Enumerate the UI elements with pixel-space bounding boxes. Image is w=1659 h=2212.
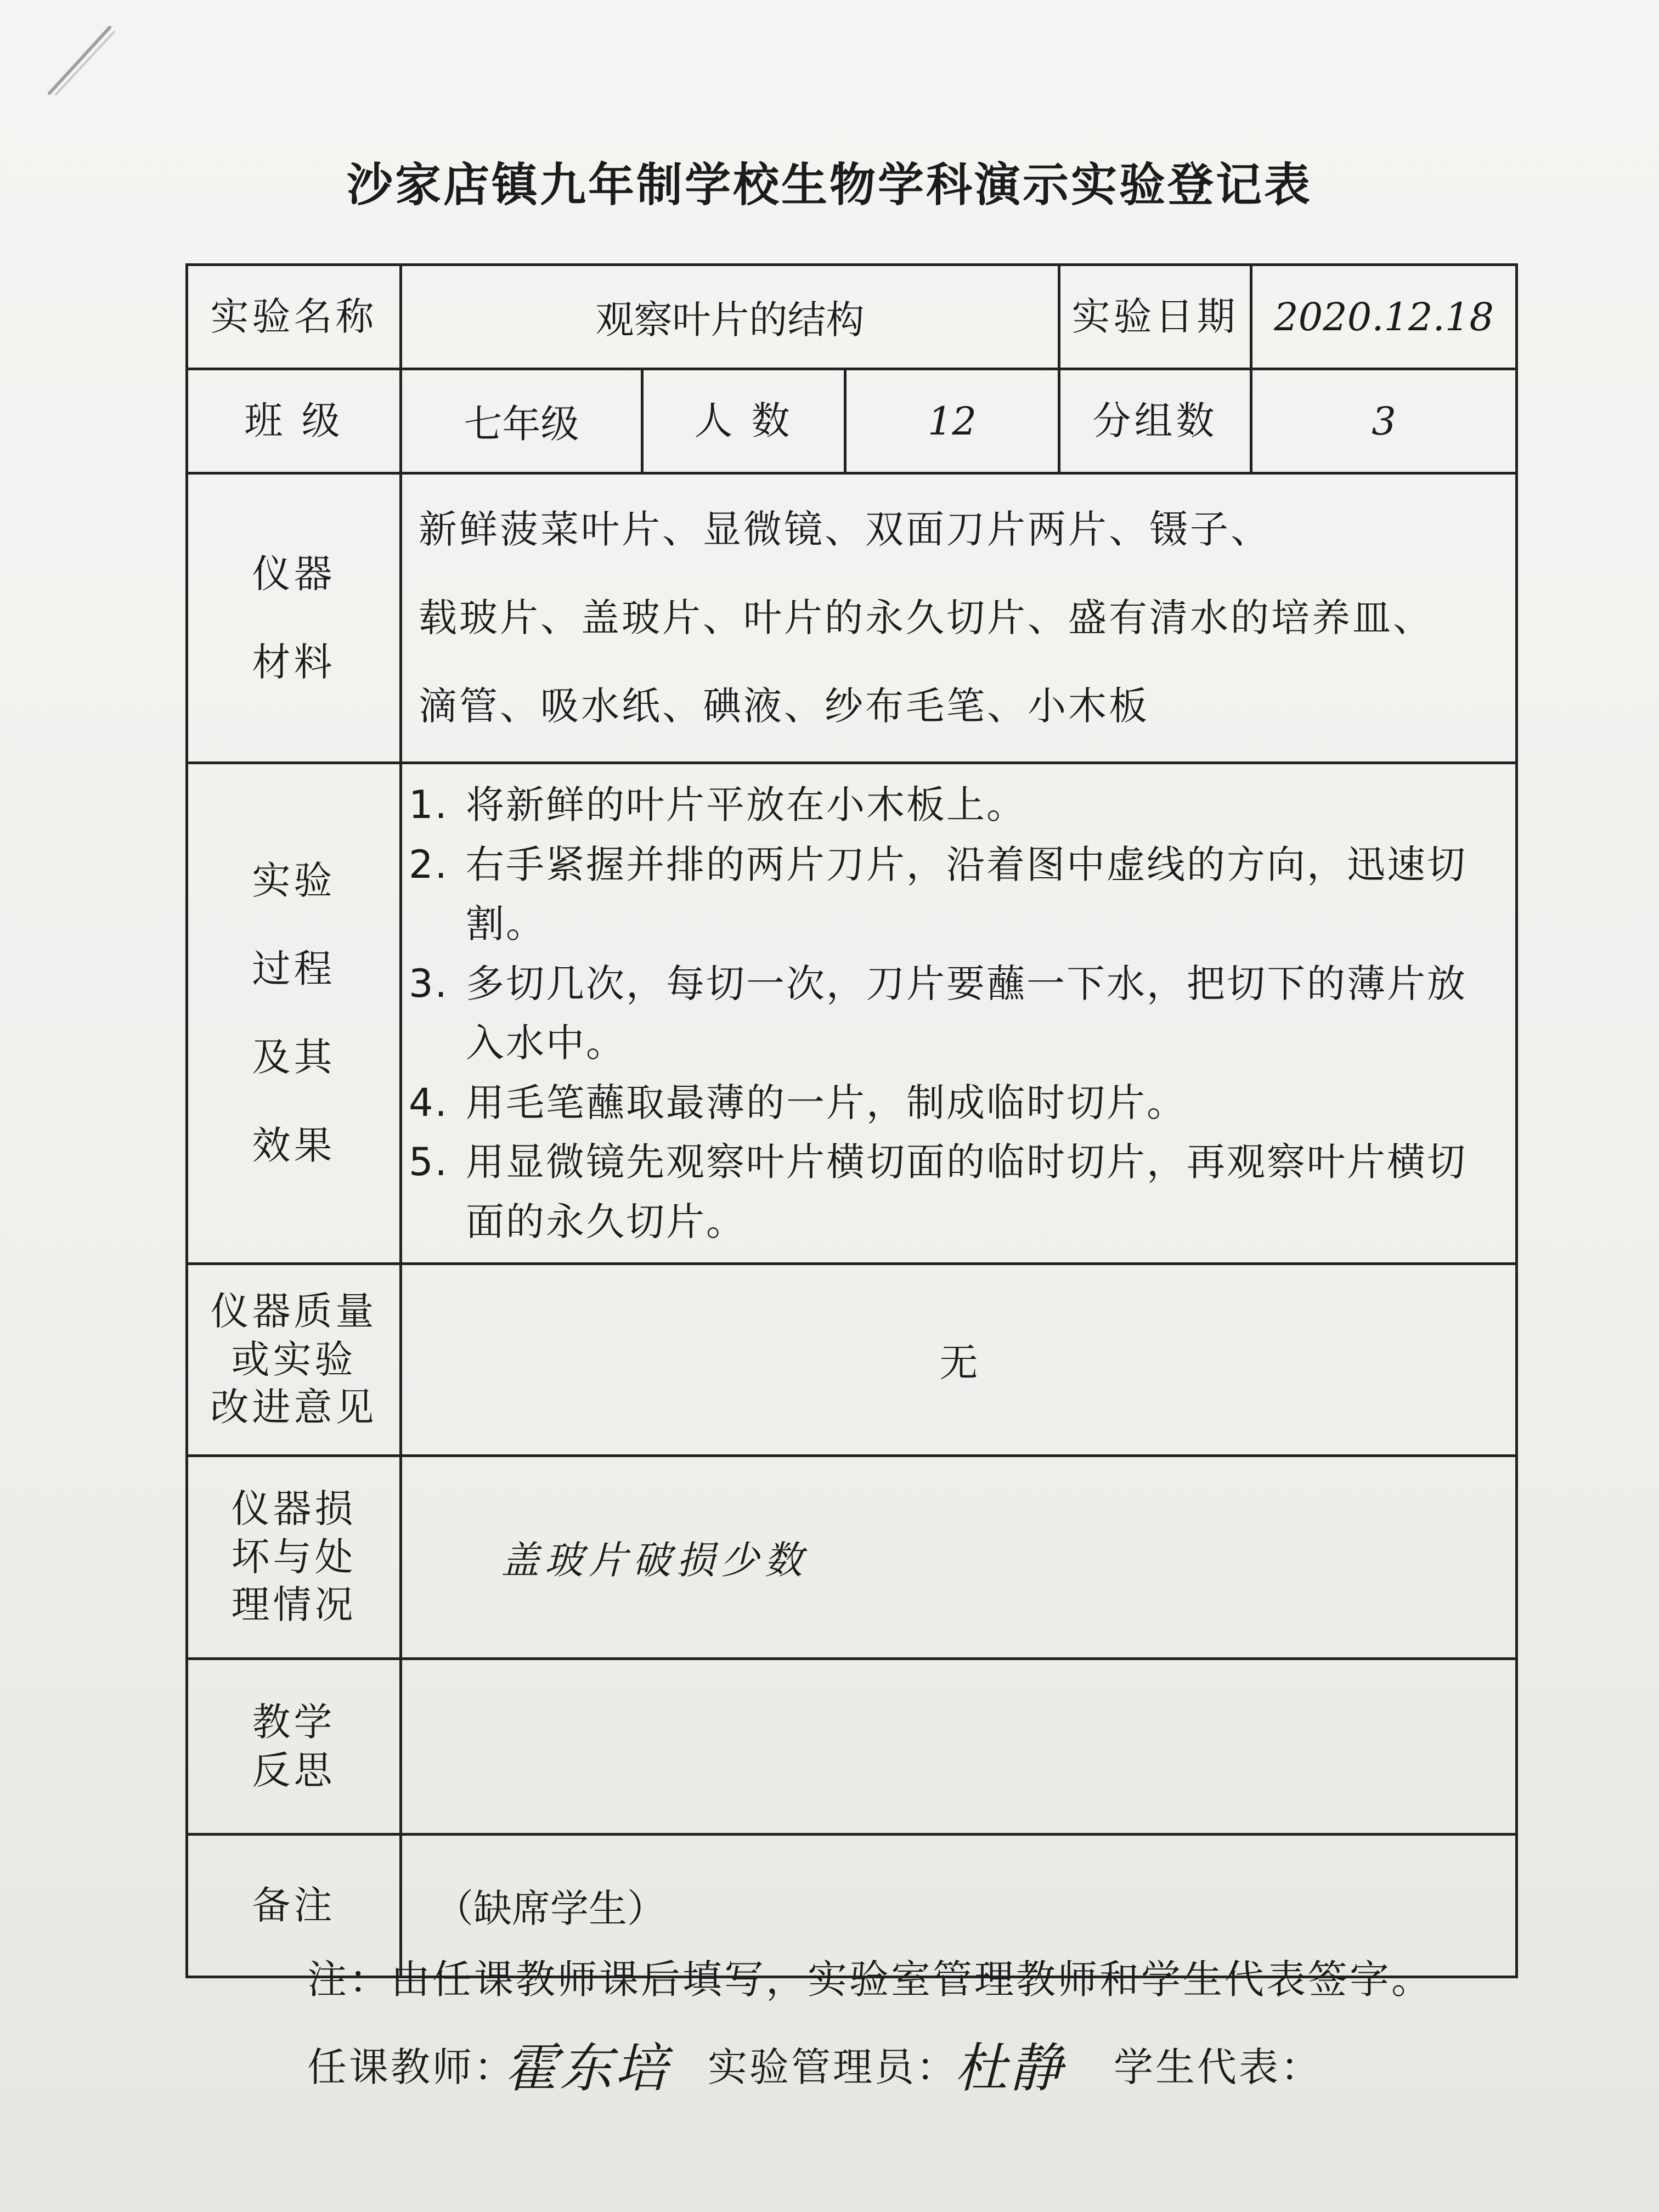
process-step: 1. 将新鲜的叶片平放在小木板上。 — [462, 775, 1499, 835]
reflection-label: 教学 反思 — [187, 1659, 401, 1835]
row-process — [187, 763, 1517, 1264]
date-value[interactable]: 2020.12.18 — [1251, 265, 1517, 369]
remarks-value[interactable]: （缺席学生） — [401, 1835, 1517, 1977]
teacher-signature[interactable]: 霍东培 — [505, 2038, 669, 2099]
admin-signature[interactable]: 杜静 — [955, 2038, 1064, 2099]
experiment-name-label: 实验名称 — [187, 265, 401, 369]
row-damage — [187, 1456, 1517, 1659]
form-title: 沙家店镇九年制学校生物学科演示实验登记表 — [346, 158, 1312, 212]
signature-line — [307, 2035, 1569, 2118]
admin-label: 实验管理员： — [708, 2044, 958, 2090]
quality-label: 仪器质量 或实验 改进意见 — [187, 1264, 401, 1456]
damage-label: 仪器损 坏与处 理情况 — [187, 1456, 401, 1659]
process-steps[interactable] — [401, 763, 1517, 1264]
date-label: 实验日期 — [1059, 265, 1251, 369]
student-label: 学生代表： — [1114, 2044, 1323, 2090]
reflection-value[interactable] — [401, 1659, 1517, 1835]
process-step: 3. 多切几次，每切一次，刀片要蘸一下水，把切下的薄片放入水中。 — [462, 954, 1499, 1073]
remarks-label: 备注 — [187, 1835, 401, 1977]
row-experiment-name — [187, 265, 1517, 369]
class-label: 班 级 — [187, 369, 401, 473]
groups-label: 分组数 — [1059, 369, 1251, 473]
damage-value[interactable]: 盖玻片破损少数 — [401, 1456, 1517, 1659]
paper-clip-icon — [44, 22, 121, 99]
count-label: 人 数 — [642, 369, 845, 473]
teacher-label: 任课教师： — [307, 2044, 516, 2090]
footnote: 注：由任课教师课后填写，实验室管理教师和学生代表签字。 — [307, 1956, 1434, 2002]
row-materials — [187, 473, 1517, 763]
process-step: 5. 用显微镜先观察叶片横切面的临时切片，再观察叶片横切面的永久切片。 — [462, 1132, 1499, 1251]
process-label: 实验 过程 及其 效果 — [187, 763, 401, 1264]
row-reflection — [187, 1659, 1517, 1835]
class-value[interactable]: 七年级 — [401, 369, 642, 473]
experiment-name-value[interactable]: 观察叶片的结构 — [401, 265, 1059, 369]
registration-table — [185, 263, 1518, 1978]
groups-value[interactable]: 3 — [1251, 369, 1517, 473]
materials-label: 仪器 材料 — [187, 473, 401, 763]
row-quality — [187, 1264, 1517, 1456]
quality-value[interactable]: 无 — [401, 1264, 1517, 1456]
materials-value[interactable]: 新鲜菠菜叶片、显微镜、双面刀片两片、镊子、 载玻片、盖玻片、叶片的永久切片、盛有清水的培养皿、 滴管、吸水纸、碘液、纱布毛笔、小木板 — [401, 473, 1517, 763]
process-step: 4. 用毛笔蘸取最薄的一片，制成临时切片。 — [462, 1073, 1499, 1133]
count-value[interactable]: 12 — [845, 369, 1059, 473]
process-step: 2. 右手紧握并排的两片刀片，沿着图中虚线的方向，迅速切割。 — [462, 835, 1499, 954]
row-class-info — [187, 369, 1517, 473]
